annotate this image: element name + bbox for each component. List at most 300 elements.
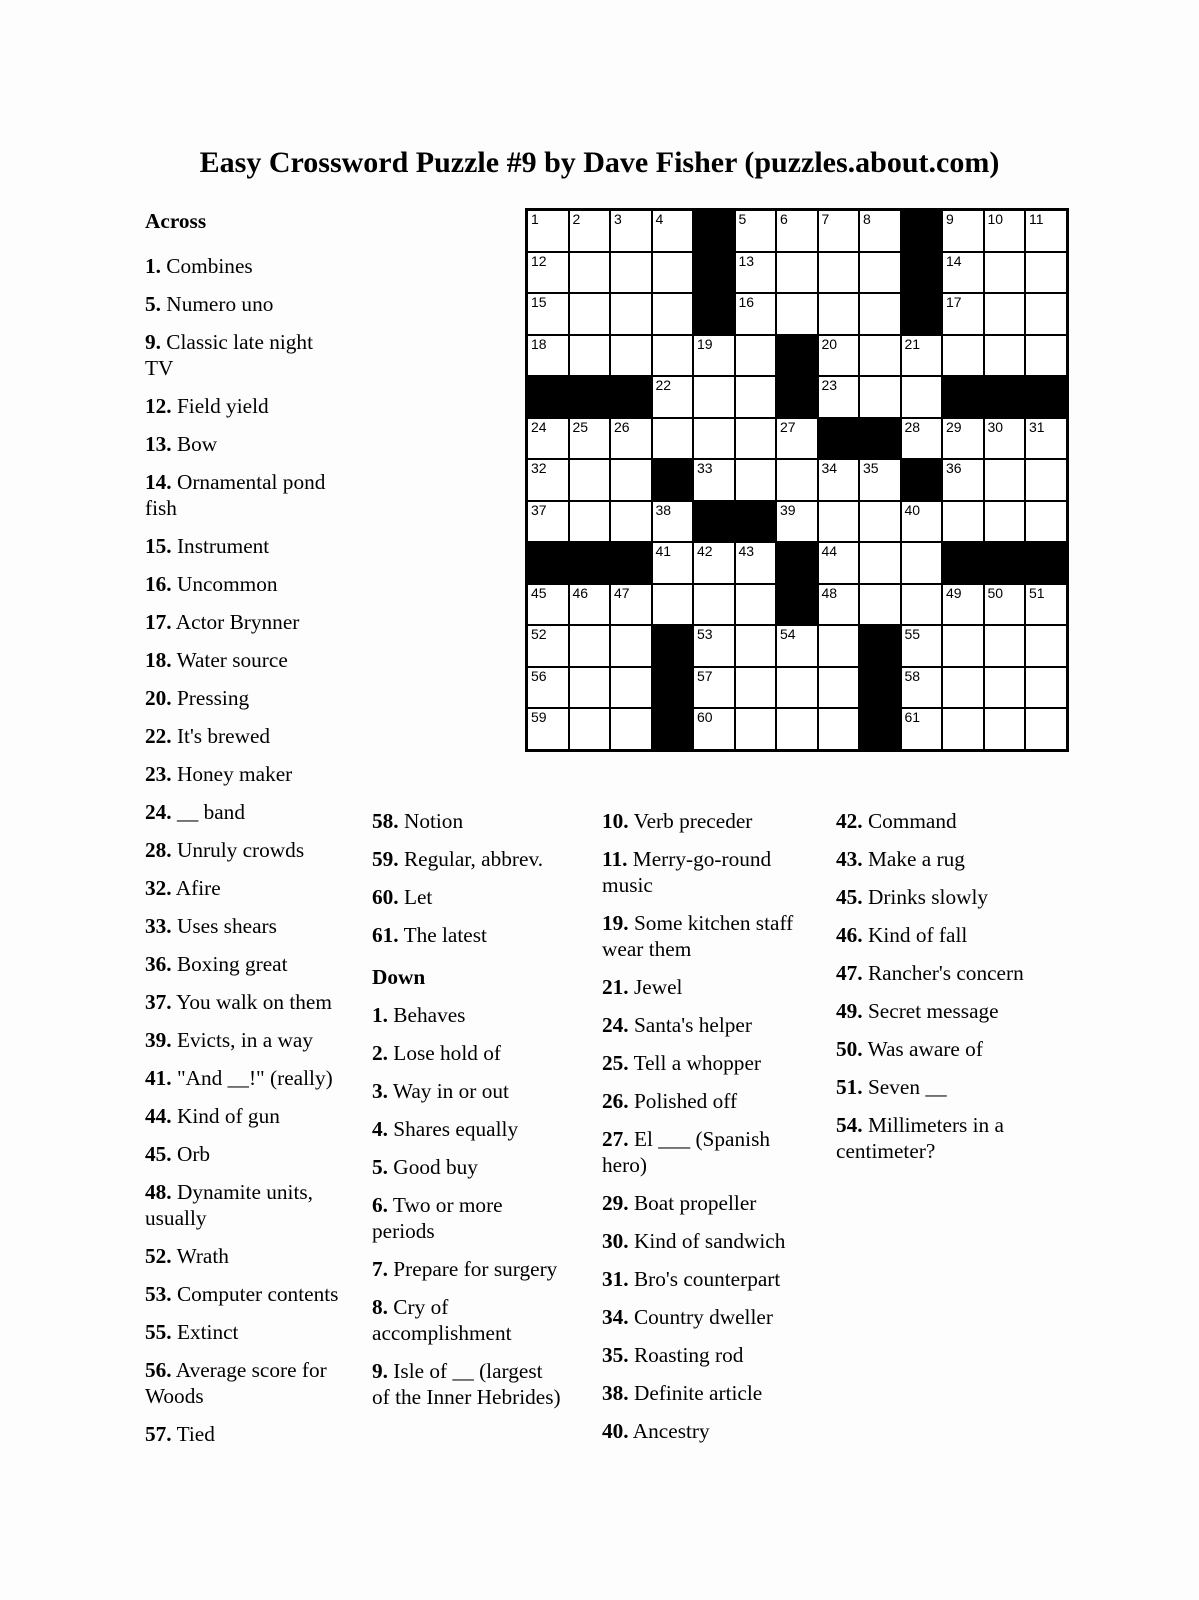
- cell-number: 48: [821, 584, 838, 601]
- grid-cell[interactable]: [652, 293, 694, 335]
- clue-number: 49.: [836, 999, 863, 1023]
- grid-cell-black: [693, 293, 735, 335]
- cell-number: 33: [697, 460, 713, 476]
- grid-cell[interactable]: [735, 542, 777, 584]
- clue-number: 20.: [145, 686, 172, 710]
- cell-number: 45: [531, 584, 547, 601]
- grid-cell[interactable]: [569, 335, 611, 377]
- clue-down-35: 35. Roasting rod: [602, 1343, 744, 1367]
- grid-cell[interactable]: [859, 501, 901, 543]
- grid-cell-black: [652, 625, 694, 667]
- across-heading: Across: [145, 209, 207, 233]
- grid-cell-black: [569, 542, 611, 584]
- cell-number: 53: [697, 626, 713, 642]
- clue-number: 26.: [602, 1089, 629, 1113]
- grid-cell-black: [776, 335, 818, 377]
- grid-cell[interactable]: [901, 542, 943, 584]
- cell-number: 54: [780, 626, 796, 642]
- grid-cell[interactable]: [818, 376, 860, 418]
- grid-cell[interactable]: [735, 252, 777, 294]
- grid-cell[interactable]: [569, 418, 611, 460]
- clue-across-1: 1. Combines: [145, 254, 253, 278]
- clue-column-1: [145, 208, 344, 1459]
- clue-number: 47.: [836, 961, 863, 985]
- clue-across-18: 18. Water source: [145, 648, 288, 672]
- grid-cell[interactable]: [569, 210, 611, 252]
- grid-cell[interactable]: [984, 293, 1026, 335]
- grid-cell[interactable]: [776, 418, 818, 460]
- clue-number: 14.: [145, 470, 172, 494]
- grid-cell[interactable]: [569, 667, 611, 709]
- grid-cell[interactable]: [652, 501, 694, 543]
- cell-number: 4: [655, 211, 664, 227]
- grid-cell[interactable]: [527, 335, 569, 377]
- clue-across-15: 15. Instrument: [145, 534, 270, 558]
- grid-cell[interactable]: [818, 335, 860, 377]
- cell-number: 35: [863, 460, 879, 476]
- clue-number: 19.: [602, 911, 629, 935]
- clue-number: 60.: [372, 885, 399, 909]
- grid-cell[interactable]: [984, 625, 1026, 667]
- grid-cell[interactable]: [942, 625, 984, 667]
- clue-down-49: 49. Secret message: [836, 999, 999, 1023]
- clue-number: 61.: [372, 923, 399, 947]
- grid-cell[interactable]: [735, 625, 777, 667]
- grid-cell[interactable]: [859, 376, 901, 418]
- grid-cell[interactable]: [527, 708, 569, 750]
- clue-across-52: 52. Wrath: [145, 1244, 229, 1268]
- grid-cell[interactable]: [735, 210, 777, 252]
- grid-cell[interactable]: [1025, 210, 1067, 252]
- clue-number: 9.: [372, 1359, 388, 1383]
- grid-cell[interactable]: [901, 418, 943, 460]
- grid-cell[interactable]: [1025, 459, 1067, 501]
- grid-cell[interactable]: [776, 501, 818, 543]
- grid-cell[interactable]: [859, 293, 901, 335]
- cell-number: 17: [946, 294, 962, 310]
- grid-cell[interactable]: [942, 293, 984, 335]
- grid-cell-black: [610, 376, 652, 418]
- cell-number: 60: [697, 709, 713, 725]
- clue-number: 15.: [145, 534, 172, 558]
- grid-cell[interactable]: [901, 625, 943, 667]
- clue-across-53: 53. Computer contents: [145, 1282, 339, 1306]
- clue-number: 36.: [145, 952, 172, 976]
- grid-cell-black: [652, 708, 694, 750]
- clue-number: 33.: [145, 914, 172, 938]
- cell-number: 32: [531, 460, 547, 476]
- clue-down-5: 5. Good buy: [372, 1155, 478, 1179]
- grid-cell[interactable]: [1025, 335, 1067, 377]
- grid-cell[interactable]: [527, 625, 569, 667]
- grid-cell[interactable]: [984, 501, 1026, 543]
- grid-cell[interactable]: [776, 459, 818, 501]
- clue-number: 13.: [145, 432, 172, 456]
- grid-cell[interactable]: [735, 584, 777, 626]
- clue-down-6: 6. Two or more periods: [372, 1193, 503, 1243]
- clue-number: 28.: [145, 838, 172, 862]
- clue-number: 7.: [372, 1257, 388, 1281]
- grid-cell[interactable]: [527, 293, 569, 335]
- cell-number: 61: [904, 709, 921, 725]
- cell-number: 39: [780, 501, 796, 518]
- grid-cell[interactable]: [735, 418, 777, 460]
- grid-cell[interactable]: [693, 542, 735, 584]
- grid-cell[interactable]: [569, 252, 611, 294]
- grid-cell[interactable]: [527, 667, 569, 709]
- clue-number: 23.: [145, 762, 172, 786]
- grid-cell[interactable]: [527, 210, 569, 252]
- clue-across-28: 28. Unruly crowds: [145, 838, 305, 862]
- grid-cell[interactable]: [652, 418, 694, 460]
- grid-cell-black: [901, 210, 943, 252]
- grid-cell-black: [901, 459, 943, 501]
- grid-cell[interactable]: [735, 293, 777, 335]
- clue-number: 1.: [372, 1003, 388, 1027]
- grid-cell[interactable]: [942, 708, 984, 750]
- grid-cell[interactable]: [652, 584, 694, 626]
- grid-cell[interactable]: [984, 708, 1026, 750]
- grid-cell-black: [527, 376, 569, 418]
- grid-cell-black: [1025, 542, 1067, 584]
- clue-down-47: 47. Rancher's concern: [836, 961, 1024, 985]
- grid-cell-black: [984, 376, 1026, 418]
- grid-cell[interactable]: [818, 667, 860, 709]
- grid-cell[interactable]: [569, 584, 611, 626]
- grid-cell[interactable]: [901, 376, 943, 418]
- grid-cell[interactable]: [859, 459, 901, 501]
- cell-number: 44: [821, 543, 838, 559]
- grid-cell[interactable]: [1025, 501, 1067, 543]
- grid-cell-black: [693, 210, 735, 252]
- clue-number: 43.: [836, 847, 863, 871]
- grid-cell[interactable]: [569, 625, 611, 667]
- grid-cell[interactable]: [527, 459, 569, 501]
- cell-number: 37: [531, 501, 547, 518]
- clue-across-22: 22. It's brewed: [145, 724, 271, 748]
- grid-cell[interactable]: [859, 335, 901, 377]
- clue-number: 35.: [602, 1343, 629, 1367]
- clue-number: 18.: [145, 648, 172, 672]
- clue-number: 41.: [145, 1066, 172, 1090]
- cell-number: 56: [531, 667, 547, 684]
- grid-cell[interactable]: [610, 667, 652, 709]
- grid-cell[interactable]: [901, 335, 943, 377]
- grid-cell[interactable]: [1025, 252, 1067, 294]
- clue-number: 6.: [372, 1193, 388, 1217]
- grid-cell-black: [859, 708, 901, 750]
- grid-cell[interactable]: [1025, 293, 1067, 335]
- cell-number: 27: [780, 418, 796, 435]
- clue-number: 46.: [836, 923, 863, 947]
- clue-column-2: [372, 808, 562, 1422]
- grid-cell[interactable]: [652, 335, 694, 377]
- cell-number: 7: [821, 211, 830, 227]
- grid-cell[interactable]: [693, 335, 735, 377]
- clue-number: 44.: [145, 1104, 172, 1128]
- cell-number: 21: [904, 335, 921, 352]
- clue-number: 27.: [602, 1127, 629, 1151]
- grid-cell[interactable]: [1025, 667, 1067, 709]
- grid-cell[interactable]: [901, 708, 943, 750]
- grid-cell[interactable]: [610, 210, 652, 252]
- grid-cell-black: [652, 459, 694, 501]
- grid-cell[interactable]: [610, 418, 652, 460]
- clue-down-19: 19. Some kitchen staff wear them: [602, 911, 794, 961]
- grid-cell[interactable]: [610, 625, 652, 667]
- clue-down-24: 24. Santa's helper: [602, 1013, 752, 1037]
- clue-down-34: 34. Country dweller: [602, 1305, 773, 1329]
- grid-cell[interactable]: [984, 335, 1026, 377]
- clue-number: 39.: [145, 1028, 172, 1052]
- grid-cell[interactable]: [610, 459, 652, 501]
- clue-number: 42.: [836, 809, 863, 833]
- clue-down-7: 7. Prepare for surgery: [372, 1257, 558, 1281]
- grid-cell-black: [859, 418, 901, 460]
- grid-cell[interactable]: [859, 210, 901, 252]
- cell-number: 3: [614, 211, 622, 227]
- grid-cell[interactable]: [610, 708, 652, 750]
- grid-cell[interactable]: [1025, 625, 1067, 667]
- clue-across-24: 24. __ band: [145, 800, 245, 824]
- grid-cell-black: [901, 252, 943, 294]
- clue-number: 5.: [145, 292, 161, 316]
- clue-number: 52.: [145, 1244, 172, 1268]
- grid-cell[interactable]: [776, 708, 818, 750]
- clue-across-16: 16. Uncommon: [145, 572, 278, 596]
- grid-cell[interactable]: [569, 459, 611, 501]
- grid-cell[interactable]: [818, 293, 860, 335]
- clue-number: 38.: [602, 1381, 629, 1405]
- cell-number: 14: [946, 252, 962, 269]
- clue-down-2: 2. Lose hold of: [372, 1041, 501, 1065]
- grid-cell[interactable]: [818, 625, 860, 667]
- grid-cell[interactable]: [776, 667, 818, 709]
- grid-cell[interactable]: [776, 252, 818, 294]
- clue-down-21: 21. Jewel: [602, 975, 683, 999]
- grid-cell[interactable]: [569, 501, 611, 543]
- clue-across-41: 41. "And __!" (really): [145, 1066, 333, 1090]
- clue-down-31: 31. Bro's counterpart: [602, 1267, 781, 1291]
- cell-number: 58: [904, 667, 921, 684]
- clue-column-4: [836, 808, 1031, 1176]
- clue-number: 56.: [145, 1358, 172, 1382]
- grid-cell[interactable]: [859, 542, 901, 584]
- grid-cell[interactable]: [859, 252, 901, 294]
- grid-cell[interactable]: [527, 584, 569, 626]
- grid-cell[interactable]: [818, 252, 860, 294]
- cell-number: 23: [821, 377, 838, 393]
- grid-cell[interactable]: [818, 210, 860, 252]
- grid-cell[interactable]: [610, 293, 652, 335]
- grid-cell[interactable]: [901, 501, 943, 543]
- grid-cell[interactable]: [818, 708, 860, 750]
- clue-number: 48.: [145, 1180, 172, 1204]
- grid-cell[interactable]: [984, 418, 1026, 460]
- cell-number: 52: [531, 626, 547, 642]
- grid-cell[interactable]: [942, 418, 984, 460]
- cell-number: 43: [738, 543, 755, 559]
- grid-cell[interactable]: [610, 335, 652, 377]
- clue-across-48: 48. Dynamite units, usually: [145, 1180, 313, 1230]
- grid-cell-black: [859, 625, 901, 667]
- grid-cell[interactable]: [984, 584, 1026, 626]
- clue-number: 5.: [372, 1155, 388, 1179]
- grid-cell-black: [901, 293, 943, 335]
- grid-cell-black: [735, 501, 777, 543]
- cell-number: 49: [946, 584, 962, 601]
- clue-down-3: 3. Way in or out: [372, 1079, 509, 1103]
- grid-cell[interactable]: [776, 625, 818, 667]
- grid-cell[interactable]: [942, 252, 984, 294]
- grid-cell[interactable]: [818, 501, 860, 543]
- grid-cell-black: [693, 252, 735, 294]
- grid-cell[interactable]: [693, 418, 735, 460]
- grid-cell[interactable]: [942, 501, 984, 543]
- grid-cell[interactable]: [1025, 708, 1067, 750]
- clue-down-54: 54. Millimeters in a centimeter?: [836, 1113, 1004, 1163]
- clue-across-20: 20. Pressing: [145, 686, 250, 710]
- clue-number: 37.: [145, 990, 172, 1014]
- cell-number: 42: [697, 543, 713, 559]
- cell-number: 34: [821, 460, 838, 476]
- clue-across-9: 9. Classic late night TV: [145, 330, 313, 380]
- page-title: Easy Crossword Puzzle #9 by Dave Fisher (puzzles.about.com): [199, 146, 1000, 179]
- grid-cell[interactable]: [1025, 584, 1067, 626]
- clue-across-57: 57. Tied: [145, 1422, 215, 1446]
- grid-cell[interactable]: [984, 252, 1026, 294]
- grid-cell[interactable]: [818, 542, 860, 584]
- grid-cell[interactable]: [693, 625, 735, 667]
- cell-number: 55: [904, 626, 921, 642]
- grid-cell[interactable]: [776, 210, 818, 252]
- grid-cell[interactable]: [527, 501, 569, 543]
- cell-number: 46: [572, 584, 589, 601]
- grid-cell[interactable]: [527, 252, 569, 294]
- clue-across-17: 17. Actor Brynner: [145, 610, 300, 634]
- clue-number: 40.: [602, 1419, 629, 1443]
- cell-number: 50: [987, 584, 1004, 601]
- grid-cell[interactable]: [693, 459, 735, 501]
- grid-cell-black: [693, 501, 735, 543]
- grid-cell[interactable]: [610, 584, 652, 626]
- grid-cell[interactable]: [693, 667, 735, 709]
- cell-number: 59: [531, 709, 547, 725]
- clue-down-9: 9. Isle of __ (largest of the Inner Hebrides): [372, 1359, 561, 1409]
- grid-cell[interactable]: [901, 584, 943, 626]
- clue-number: 2.: [372, 1041, 388, 1065]
- clue-column-3: [602, 808, 802, 1456]
- clue-down-27: 27. El ___ (Spanish hero): [602, 1127, 771, 1177]
- grid-cell[interactable]: [735, 667, 777, 709]
- grid-cell[interactable]: [569, 708, 611, 750]
- cell-number: 25: [572, 418, 589, 435]
- grid-cell[interactable]: [652, 542, 694, 584]
- clue-across-37: 37. You walk on them: [145, 990, 332, 1014]
- clue-across-32: 32. Afire: [145, 876, 221, 900]
- clue-number: 25.: [602, 1051, 629, 1075]
- clue-across-60: 60. Let: [372, 885, 433, 909]
- grid-cell[interactable]: [942, 335, 984, 377]
- clue-number: 45.: [836, 885, 863, 909]
- grid-cell[interactable]: [901, 667, 943, 709]
- clue-number: 50.: [836, 1037, 863, 1061]
- clue-down-26: 26. Polished off: [602, 1089, 738, 1113]
- grid-cell[interactable]: [735, 335, 777, 377]
- clue-down-40: 40. Ancestry: [602, 1419, 710, 1443]
- grid-cell[interactable]: [859, 584, 901, 626]
- cell-number: 38: [655, 501, 672, 518]
- clue-down-45: 45. Drinks slowly: [836, 885, 989, 909]
- clue-across-59: 59. Regular, abbrev.: [372, 847, 544, 871]
- clue-across-55: 55. Extinct: [145, 1320, 239, 1344]
- grid-cell[interactable]: [652, 252, 694, 294]
- cell-number: 15: [531, 294, 547, 310]
- clue-across-13: 13. Bow: [145, 432, 218, 456]
- cell-number: 18: [531, 335, 547, 352]
- cell-number: 20: [821, 335, 838, 352]
- clue-number: 29.: [602, 1191, 629, 1215]
- grid-cell[interactable]: [984, 667, 1026, 709]
- grid-cell-black: [942, 376, 984, 418]
- grid-cell-black: [776, 584, 818, 626]
- grid-cell[interactable]: [610, 252, 652, 294]
- cell-number: 11: [1029, 211, 1044, 227]
- grid-cell[interactable]: [984, 459, 1026, 501]
- grid-cell[interactable]: [693, 584, 735, 626]
- grid-cell-black: [942, 542, 984, 584]
- grid-cell[interactable]: [984, 210, 1026, 252]
- grid-cell[interactable]: [735, 459, 777, 501]
- grid-cell[interactable]: [569, 293, 611, 335]
- grid-cell[interactable]: [735, 376, 777, 418]
- clue-down-50: 50. Was aware of: [836, 1037, 983, 1061]
- cell-number: 26: [614, 418, 630, 435]
- grid-cell[interactable]: [942, 584, 984, 626]
- crossword-grid: [525, 208, 1069, 752]
- cell-number: 1: [531, 211, 539, 227]
- clue-number: 16.: [145, 572, 172, 596]
- grid-cell[interactable]: [735, 708, 777, 750]
- cell-number: 40: [904, 501, 921, 518]
- grid-cell[interactable]: [610, 501, 652, 543]
- grid-cell[interactable]: [1025, 418, 1067, 460]
- grid-cell[interactable]: [652, 210, 694, 252]
- clue-down-43: 43. Make a rug: [836, 847, 965, 871]
- grid-cell[interactable]: [942, 459, 984, 501]
- grid-cell[interactable]: [693, 376, 735, 418]
- grid-cell[interactable]: [942, 667, 984, 709]
- clue-number: 10.: [602, 809, 629, 833]
- clue-number: 12.: [145, 394, 172, 418]
- clue-number: 9.: [145, 330, 161, 354]
- grid-cell[interactable]: [776, 293, 818, 335]
- grid-cell[interactable]: [652, 376, 694, 418]
- cell-number: 10: [987, 211, 1004, 227]
- clue-number: 3.: [372, 1079, 388, 1103]
- cell-number: 5: [738, 211, 747, 227]
- cell-number: 30: [987, 418, 1004, 435]
- grid-cell[interactable]: [693, 708, 735, 750]
- grid-cell[interactable]: [527, 418, 569, 460]
- grid-cell[interactable]: [818, 584, 860, 626]
- grid-cell[interactable]: [818, 459, 860, 501]
- clue-number: 54.: [836, 1113, 863, 1137]
- cell-number: 47: [614, 584, 630, 601]
- grid-cell[interactable]: [942, 210, 984, 252]
- clue-down-10: 10. Verb preceder: [602, 809, 753, 833]
- clue-across-14: 14. Ornamental pond fish: [145, 470, 326, 520]
